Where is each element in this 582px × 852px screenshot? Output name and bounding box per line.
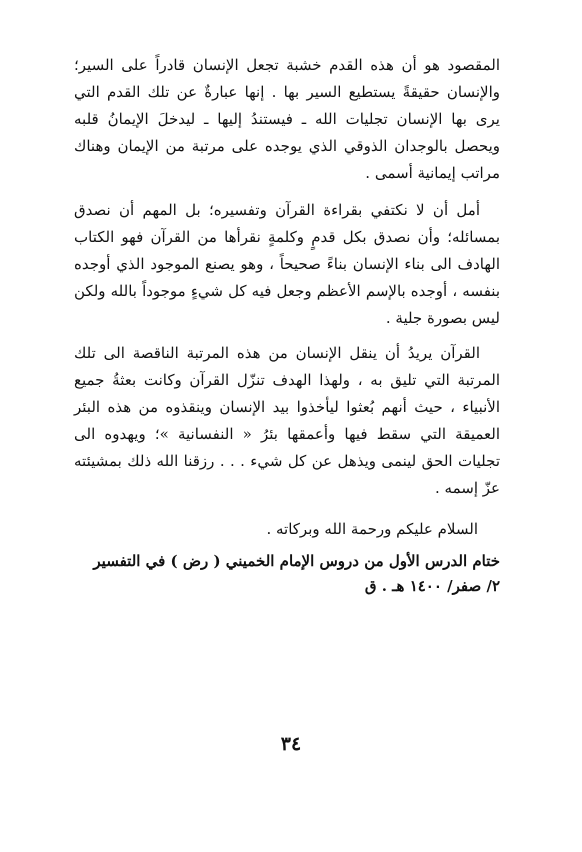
closing-salutation: السلام عليكم ورحمة الله وبركاته . bbox=[266, 520, 478, 538]
paragraph-1: المقصود هو أن هذه القدم خشبة تجعل الإنسان قادراً على السير؛ والإنسان حقيقةً يستطيع السير بها . إنها عبارةٌ عن تلك القدم التي يرى بها الإنسان تجليات الله ـ فيستندُ إليها ـ ليدخلَ الإيمانُ قلبه ويحصل بالوجدان الذوقي الذي يوجده على مرتبة من الإيمان وهناك مراتب إيمانية أسمى . bbox=[74, 56, 500, 182]
paragraph-3: القرآن يريدُ أن ينقل الإنسان من هذه المرتبة الناقصة الى تلك المرتبة التي تليق به ، ولهذا الهدف تنزّل القرآن وكانت بعثةُ جميع الأنبياء ، حيث أنهم بُعثوا ليأخذوا بيد الإنسان وينقذوه من هذه البئر العميقة التي سقط فيها وأعمقها بئرُ « النفسانية »؛ ويهدوه الى تجليات الحق لينمى ويذهل عن كل شيء . . . رزقنا الله ذلك بمشيئته عزّ إسمه . bbox=[74, 344, 500, 497]
paragraph-2: أمل أن لا نكتفي بقراءة القرآن وتفسيره؛ بل المهم أن نصدق بمسائله؛ وأن نصدق بكل قدمٍ وكلمةٍ نقرأها من القرآن فهو الكتاب الهادف الى بناء الإنسان بناءً صحيحاً ، وهو يصنع الموجود الذي أوجده بنفسه ، أوجده بالإسم الأعظم وجعل فيه كل شيءٍ موجوداً بالله ولكن ليس بصورة جلية . bbox=[74, 201, 500, 327]
page-content bbox=[74, 52, 500, 599]
lesson-date: ٢/ صفر/ ١٤٠٠ هـ . ق bbox=[364, 577, 500, 595]
page-number: ٣٤ bbox=[280, 733, 302, 755]
lesson-end-note: ختام الدرس الأول من دروس الإمام الخميني ( رض ) في التفسير bbox=[93, 552, 500, 570]
